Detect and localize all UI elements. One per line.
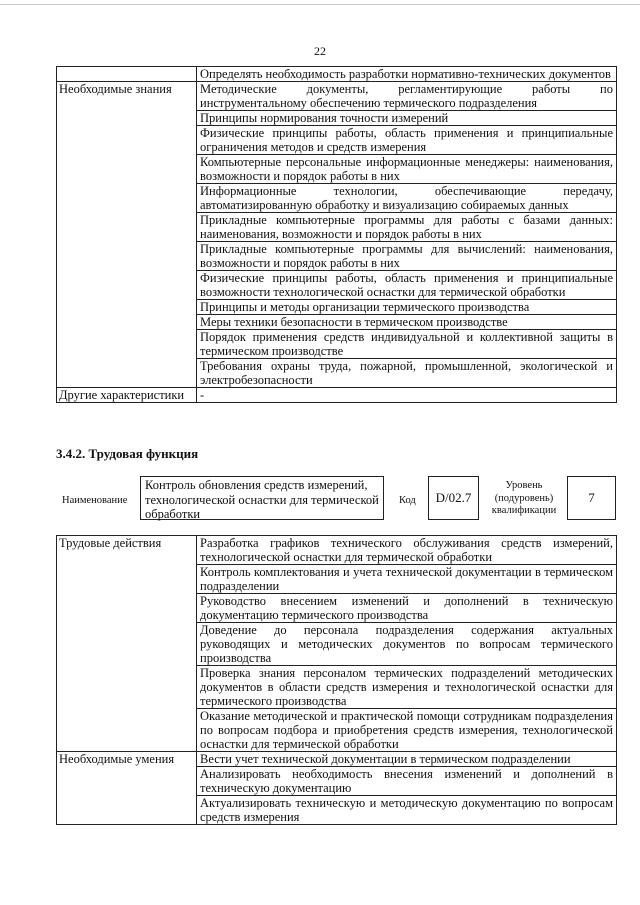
row-item-text: Актуализировать техническую и методическую документацию по вопросам средств измерения — [197, 796, 617, 825]
row-item-text: Требования охраны труда, пожарной, промышленной, экологической и электробезопасности — [197, 359, 617, 388]
labor-function-header — [56, 476, 616, 522]
row-item-text: Порядок применения средств индивидуальной и коллективной защиты в термическом производстве — [197, 330, 617, 359]
row-item-text: Принципы и методы организации термического производства — [197, 300, 617, 315]
table-row — [57, 388, 617, 403]
qualification-level-box: 7 — [567, 476, 616, 520]
row-item-text: Разработка графиков технического обслуживания средств измерений, технологической оснастки для термической обработки — [197, 536, 617, 565]
row-item-text: Принципы нормирования точности измерений — [197, 111, 617, 126]
row-item-text: Оказание методической и практической помощи сотрудникам подразделения по вопросам подбора и приобретения средств измерения, технологической оснастки для термической обработки — [197, 709, 617, 752]
row-item-text: Контроль комплектования и учета технической документации в термическом подразделении — [197, 565, 617, 594]
function-code-box: D/02.7 — [428, 476, 479, 520]
row-item-text: Вести учет технической документации в термическом подразделении — [197, 752, 617, 767]
row-item-text: Компьютерные персональные информационные менеджеры: наименования, возможности и порядок работы в них — [197, 155, 617, 184]
row-category-label: Необходимые знания — [57, 82, 197, 388]
table-row — [57, 67, 617, 82]
row-item-text: Определять необходимость разработки нормативно-технических документов — [197, 67, 617, 82]
row-item-text: Руководство внесением изменений и дополнений в техническую документацию термического производства — [197, 594, 617, 623]
qualification-level-label: Уровень (подуровень) квалификации — [491, 480, 557, 516]
row-item-text: Прикладные компьютерные программы для вычислений: наименования, возможности и порядок работы в них — [197, 242, 617, 271]
row-item-text: Меры техники безопасности в термическом производстве — [197, 315, 617, 330]
name-label: Наименование — [62, 495, 128, 506]
row-item-text: Анализировать необходимость внесения изменений и дополнений в техническую документацию — [197, 767, 617, 796]
row-category-label: Другие характеристики — [57, 388, 197, 403]
row-item-text: Прикладные компьютерные программы для работы с базами данных: наименования, возможности и порядок работы в них — [197, 213, 617, 242]
row-item-text: Доведение до персонала подразделения содержания актуальных руководящих и методических документов по вопросам термического производства — [197, 623, 617, 666]
row-category-label: Трудовые действия — [57, 536, 197, 752]
function-title-box: Контроль обновления средств измерений, технологической оснастки для термической обработки — [140, 476, 384, 520]
table-row — [57, 536, 617, 565]
row-item-text: Информационные технологии, обеспечивающие передачу, автоматизированную обработку и визуализацию собираемых данных — [197, 184, 617, 213]
row-item-text: Физические принципы работы, область применения и принципиальные возможности технологической оснастки для термической обработки — [197, 271, 617, 300]
code-label: Код — [399, 495, 416, 506]
row-item-text: Физические принципы работы, область применения и принципиальные ограничения методов и средств измерения — [197, 126, 617, 155]
knowledge-table — [56, 66, 617, 403]
row-item-text: Методические документы, регламентирующие работы по инструментальному обеспечению термического подразделения — [197, 82, 617, 111]
row-item-text: Проверка знания персоналом термических подразделений методических документов в области средств измерения и технологической оснастки для термического производства — [197, 666, 617, 709]
row-category-label: Необходимые умения — [57, 752, 197, 825]
page-number: 22 — [314, 44, 326, 58]
row-item-text: - — [197, 388, 617, 403]
labor-actions-table — [56, 535, 617, 825]
table-row — [57, 82, 617, 111]
scan-edge-line — [0, 4, 640, 5]
table-row — [57, 752, 617, 767]
section-heading: 3.4.2. Трудовая функция — [56, 446, 199, 461]
row-category-label — [57, 67, 197, 82]
